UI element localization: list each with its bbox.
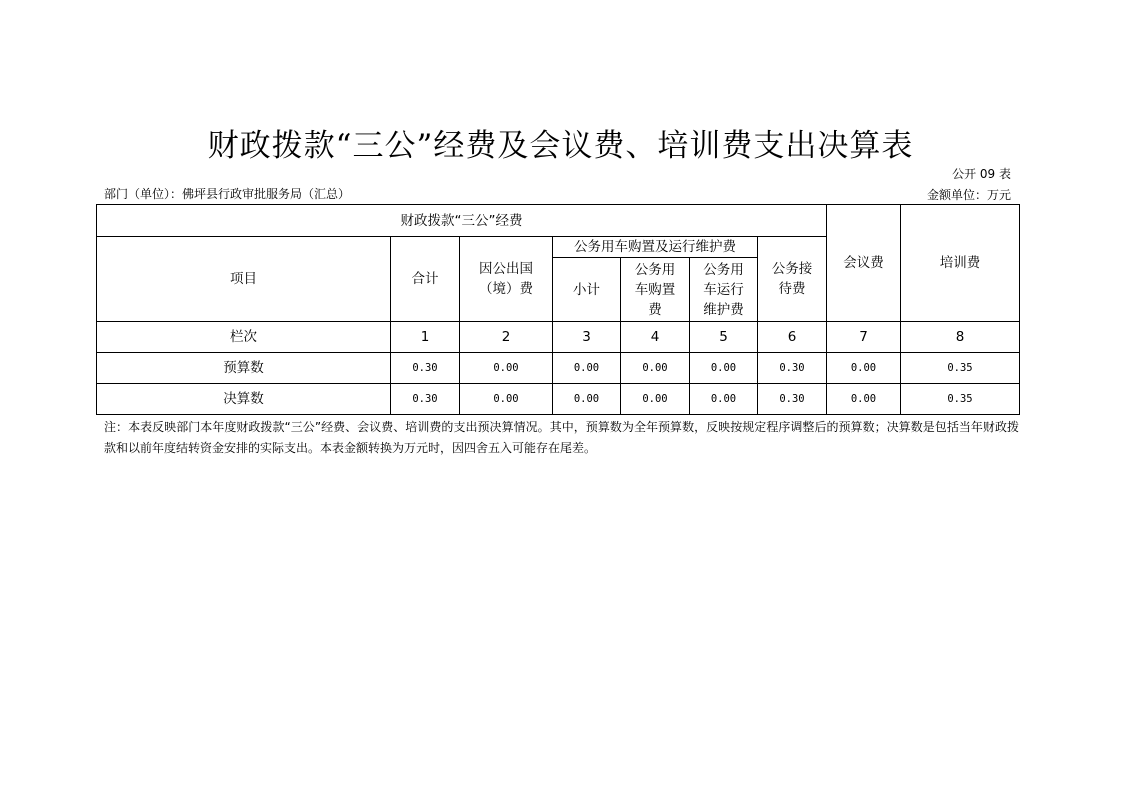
table-cell: 0.35 [901, 384, 1020, 415]
table-row [97, 384, 1020, 415]
col-training-header: 培训费 [901, 205, 1020, 322]
expenditure-table [96, 204, 1020, 415]
col-meeting-header: 会议费 [827, 205, 901, 322]
table-cell: 0.00 [621, 353, 690, 384]
col-reception-header: 公务接待费 [758, 237, 827, 322]
department-label: 部门（单位）：佛坪县行政审批服务局（汇总） [104, 187, 351, 201]
table-cell: 2 [460, 322, 553, 353]
table-cell: 3 [553, 322, 621, 353]
table-cell: 4 [621, 322, 690, 353]
form-code: 公开 09 表 [952, 167, 1011, 181]
col-abroad-header: 因公出国（境）费 [460, 237, 553, 322]
three-public-header: 财政拨款“三公”经费 [97, 205, 827, 237]
table-row [97, 353, 1020, 384]
col-purchase-header: 公务用车购置费 [621, 258, 690, 322]
table-cell: 6 [758, 322, 827, 353]
table-cell: 0.00 [690, 353, 758, 384]
table-cell: 0.30 [758, 353, 827, 384]
table-row [97, 322, 1020, 353]
table-cell: 0.00 [553, 384, 621, 415]
table-cell: 7 [827, 322, 901, 353]
col-maintain-header: 公务用车运行维护费 [690, 258, 758, 322]
table-cell: 0.00 [827, 353, 901, 384]
vehicle-group-header: 公务用车购置及运行维护费 [553, 237, 758, 258]
col-item-header: 项目 [97, 237, 391, 322]
amount-unit-label: 金额单位：万元 [926, 188, 1011, 202]
table-cell: 5 [690, 322, 758, 353]
table-cell: 0.30 [391, 353, 460, 384]
table-cell: 1 [391, 322, 460, 353]
table-cell: 0.00 [460, 353, 553, 384]
table-cell: 0.30 [758, 384, 827, 415]
table-cell: 0.35 [901, 353, 1020, 384]
table-cell: 0.00 [827, 384, 901, 415]
col-total-header: 合计 [391, 237, 460, 322]
row-label: 预算数 [97, 353, 391, 384]
table-cell: 0.00 [460, 384, 553, 415]
col-subtotal-header: 小计 [553, 258, 621, 322]
table-cell: 0.00 [621, 384, 690, 415]
row-label: 决算数 [97, 384, 391, 415]
page-title: 财政拨款“三公”经费及会议费、培训费支出决算表 [207, 128, 914, 164]
footnote: 注：本表反映部门本年度财政拨款“三公”经费、会议费、培训费的支出预决算情况。其中，预算数为全年预算数，反映按规定程序调整后的预算数；决算数是包括当年财政拨款和以前年度结转资金安排的实际支出。本表金额转换为万元时，因四舍五入可能存在尾差。 [104, 420, 1019, 455]
table-cell: 0.00 [690, 384, 758, 415]
table-cell: 0.00 [553, 353, 621, 384]
row-label: 栏次 [97, 322, 391, 353]
table-cell: 0.30 [391, 384, 460, 415]
table-cell: 8 [901, 322, 1020, 353]
